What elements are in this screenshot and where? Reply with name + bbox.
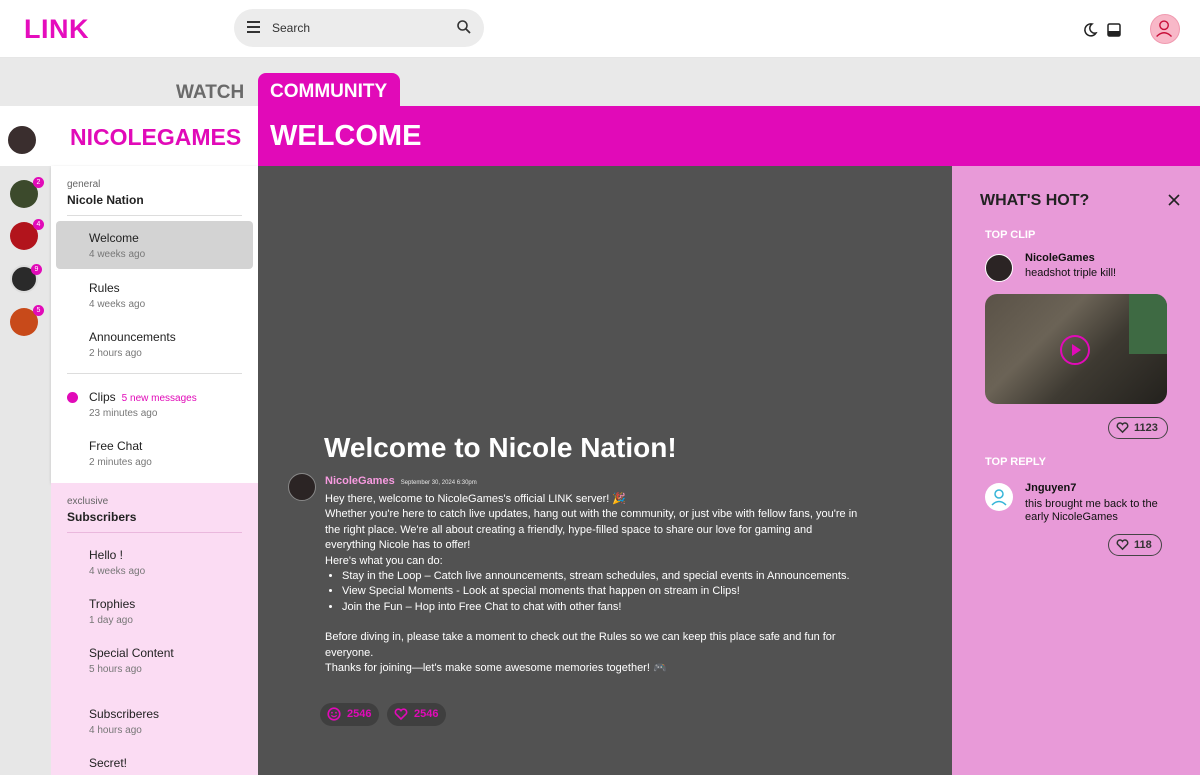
reaction-count: 2546 bbox=[414, 708, 439, 720]
inbox-icon[interactable] bbox=[1106, 22, 1122, 38]
section-label: general bbox=[67, 179, 101, 190]
channel-time: 4 weeks ago bbox=[89, 566, 146, 577]
clip-thumbnail-detail bbox=[1129, 294, 1167, 354]
search-bar[interactable] bbox=[234, 9, 484, 47]
post-bullet: • View Special Moments - Look at special moments that happen on stream in Clips! bbox=[342, 584, 865, 599]
reply-text: this brought me back to the early NicoleGames bbox=[1025, 498, 1158, 523]
post-author-line bbox=[325, 475, 477, 487]
user-icon bbox=[985, 483, 1013, 511]
channel-name: Free Chat bbox=[89, 439, 143, 453]
menu-icon[interactable] bbox=[247, 21, 260, 33]
channel-time: 1 day ago bbox=[89, 615, 133, 626]
channel-banner bbox=[258, 106, 1200, 166]
channel-name: Special Content bbox=[89, 646, 174, 660]
reply-like-button[interactable] bbox=[1108, 534, 1162, 556]
channel-time: 4 hours ago bbox=[89, 725, 142, 736]
channel-name: Secret! bbox=[89, 756, 128, 770]
heart-icon bbox=[1116, 421, 1129, 434]
close-icon[interactable] bbox=[1168, 194, 1180, 206]
divider bbox=[67, 373, 242, 374]
heart-icon bbox=[394, 707, 408, 721]
reaction-count: 2546 bbox=[347, 708, 372, 720]
moon-icon[interactable] bbox=[1082, 22, 1098, 38]
post-author-avatar[interactable] bbox=[288, 473, 316, 501]
channel-time: 2 minutes ago bbox=[89, 457, 152, 468]
server-icon-4[interactable] bbox=[10, 307, 41, 336]
post-bullet: • Join the Fun – Hop into Free Chat to chat with other fans! bbox=[342, 600, 865, 615]
whats-hot-panel bbox=[952, 166, 1200, 775]
channel-hello[interactable] bbox=[56, 538, 253, 586]
server-icon-2[interactable] bbox=[10, 221, 41, 250]
post-line: Hey there, welcome to NicoleGames's official LINK server! 🎉 bbox=[325, 493, 627, 505]
smile-reaction-button[interactable] bbox=[320, 703, 379, 726]
section-name[interactable]: Nicole Nation bbox=[67, 193, 144, 207]
channel-time: 4 weeks ago bbox=[89, 249, 146, 260]
channel-time: 23 minutes ago bbox=[89, 408, 158, 419]
post-date: September 30, 2024 6:30pm bbox=[400, 480, 477, 486]
section-label: exclusive bbox=[67, 496, 109, 507]
channel-time: 4 weeks ago bbox=[89, 299, 146, 310]
channel-trophies[interactable] bbox=[56, 587, 253, 635]
reply-user-name[interactable]: Jnguyen7 bbox=[1025, 482, 1077, 494]
search-icon[interactable] bbox=[456, 19, 472, 35]
clip-like-button[interactable] bbox=[1108, 417, 1168, 439]
post-line: Here's what you can do: bbox=[325, 554, 443, 567]
server-name: NICOLEGAMES bbox=[70, 124, 242, 150]
channel-name: Clips bbox=[89, 390, 116, 404]
channel-secret[interactable] bbox=[56, 746, 253, 775]
clip-caption: headshot triple kill! bbox=[1025, 267, 1117, 279]
post-line: Whether you're here to catch live updates, hang out with the community, or just vibe with fellow fans, you're in the right place. We're all about creating a friendly, hype-filled space to share our love for gaming and everything Nicole has to offer! bbox=[325, 508, 858, 552]
channel-name: Welcome bbox=[89, 231, 139, 245]
channel-name: Rules bbox=[89, 281, 120, 295]
server-icon-1[interactable] bbox=[10, 179, 41, 208]
tab-community[interactable]: COMMUNITY bbox=[258, 73, 400, 106]
section-name[interactable]: Subscribers bbox=[67, 510, 137, 524]
channel-name-wrap bbox=[89, 390, 197, 404]
server-badge: 5 bbox=[33, 305, 44, 316]
search-input[interactable]: Search bbox=[272, 21, 311, 35]
subscribers-list bbox=[51, 483, 258, 775]
app-logo[interactable]: LINK bbox=[24, 14, 89, 44]
new-messages-label: 5 new messages bbox=[121, 393, 197, 404]
channel-special-content[interactable] bbox=[56, 636, 253, 684]
heart-reaction-button[interactable] bbox=[387, 703, 446, 726]
clip-user-avatar[interactable] bbox=[985, 254, 1013, 282]
divider bbox=[67, 532, 242, 533]
channel-subscriberes[interactable] bbox=[56, 697, 253, 745]
channel-rules[interactable] bbox=[56, 271, 253, 319]
reply-user-avatar[interactable] bbox=[985, 483, 1013, 511]
channel-name: Hello ! bbox=[89, 548, 124, 562]
clip-user-name[interactable]: NicoleGames bbox=[1025, 252, 1095, 264]
current-server-avatar[interactable] bbox=[6, 124, 38, 156]
tab-watch[interactable]: WATCH bbox=[176, 82, 245, 103]
channel-clips[interactable] bbox=[56, 380, 253, 428]
post-body bbox=[325, 492, 865, 676]
channel-list bbox=[51, 166, 258, 483]
like-count: 1123 bbox=[1134, 422, 1158, 434]
smile-icon bbox=[327, 707, 341, 721]
channel-welcome[interactable] bbox=[56, 221, 253, 269]
unread-dot bbox=[67, 392, 78, 403]
top-reply-label: TOP REPLY bbox=[985, 456, 1046, 468]
channel-announcements[interactable] bbox=[56, 320, 253, 368]
play-icon[interactable] bbox=[1060, 335, 1090, 365]
whats-hot-title: WHAT'S HOT? bbox=[980, 192, 1090, 209]
heart-icon bbox=[1116, 538, 1129, 551]
post-line: Before diving in, please take a moment to check out the Rules so we can keep this place safe and fun for everyone. bbox=[325, 631, 836, 659]
channel-name: Subscriberes bbox=[89, 707, 160, 721]
channel-free-chat[interactable] bbox=[56, 429, 253, 477]
user-icon bbox=[1151, 15, 1179, 43]
post-bullet: • Stay in the Loop – Catch live announcements, stream schedules, and special events in Announcements. bbox=[342, 569, 865, 584]
user-avatar[interactable] bbox=[1150, 14, 1180, 44]
tab-row bbox=[0, 58, 1200, 106]
channel-name: Announcements bbox=[89, 330, 176, 344]
top-bar bbox=[0, 0, 1200, 58]
top-clip-label: TOP CLIP bbox=[985, 229, 1036, 241]
channel-time: 5 hours ago bbox=[89, 664, 142, 675]
clip-video[interactable] bbox=[985, 294, 1167, 404]
server-badge: 9 bbox=[31, 264, 42, 275]
main-content bbox=[258, 166, 952, 775]
channel-time: 2 hours ago bbox=[89, 348, 142, 359]
top-icons bbox=[1060, 14, 1180, 46]
server-icon-3[interactable] bbox=[10, 265, 38, 293]
like-count: 118 bbox=[1134, 539, 1152, 551]
post-author-name[interactable]: NicoleGames bbox=[325, 475, 395, 487]
channel-banner-title: WELCOME bbox=[270, 120, 422, 152]
server-badge: 2 bbox=[33, 177, 44, 188]
welcome-heading: Welcome to Nicole Nation! bbox=[324, 432, 677, 463]
spacer bbox=[325, 615, 865, 630]
channel-name: Trophies bbox=[89, 597, 136, 611]
post-bullets bbox=[325, 569, 865, 615]
post-line: Thanks for joining—let's make some awesome memories together! 🎮 bbox=[325, 662, 667, 675]
server-badge: 4 bbox=[33, 219, 44, 230]
divider bbox=[67, 215, 242, 216]
